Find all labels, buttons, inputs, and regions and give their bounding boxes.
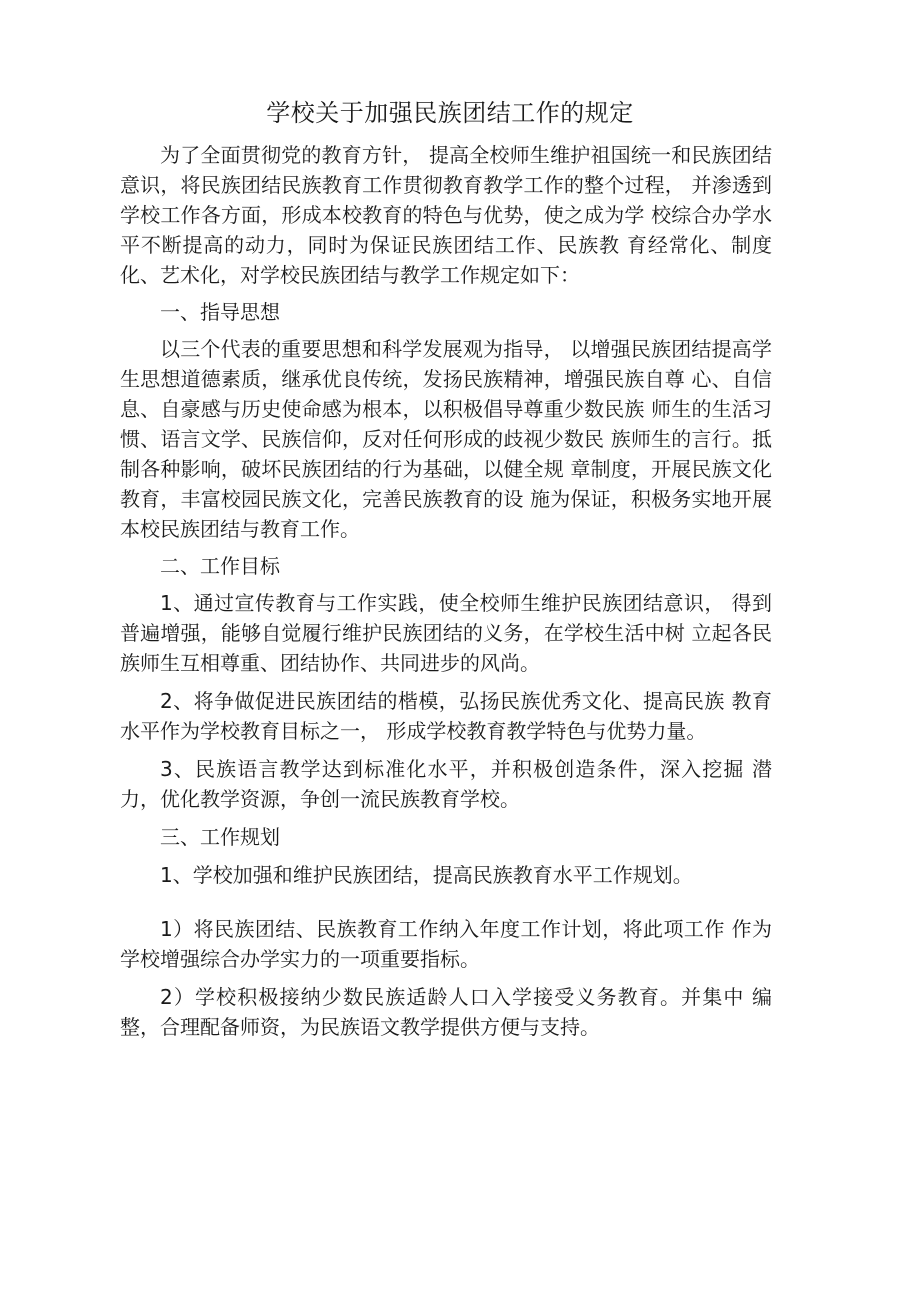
section-heading-work-goals: 二、工作目标 bbox=[160, 554, 280, 578]
section-heading-guiding-thought: 一、指导思想 bbox=[160, 300, 280, 324]
goal-item: 2、将争做促进民族团结的楷模，弘扬民族优秀文化、提高民族 教育水平作为学校教育目标之一， 形成学校教育教学特色与优势力量。 bbox=[120, 689, 772, 743]
section-heading-work-plan: 三、工作规划 bbox=[160, 825, 280, 849]
work-plan-subheading: 1、学校加强和维护民族团结，提高民族教育水平工作规划。 bbox=[160, 863, 693, 887]
document-body bbox=[120, 140, 772, 1042]
plan-item: 1）将民族团结、民族教育工作纳入年度工作计划，将此项工作 作为学校增强综合办学实力的一项重要指标。 bbox=[120, 917, 772, 971]
document-title: 学校关于加强民族团结工作的规定 bbox=[266, 99, 634, 127]
plan-item: 2）学校积极接纳少数民族适龄人口入学接受义务教育。并集中 编整，合理配备师资，为民族语文教学提供方便与支持。 bbox=[120, 985, 772, 1039]
intro-paragraph: 为了全面贯彻党的教育方针， 提高全校师生维护祖国统一和民族团结意识，将民族团结民族教育工作贯彻教育教学工作的整个过程， 并渗透到学校工作各方面，形成本校教育的特色与优势，使之成为学 校综合办学水平不断提高的动力，同时为保证民族团结工作、民族教 育经常化、制度化、艺术化，对学校民族团结与教学工作规定如下： bbox=[120, 143, 772, 287]
section-paragraph-guiding-thought: 以三个代表的重要思想和科学发展观为指导， 以增强民族团结提高学生思想道德素质，继承优良传统，发扬民族精神，增强民族自尊 心、自信息、自豪感与历史使命感为根本，以积极倡导尊重少数民族 师生的生活习惯、语言文学、民族信仰，反对任何形成的歧视少数民 族师生的言行。抵制各种影响，破坏民族团结的行为基础，以健全规 章制度，开展民族文化教育，丰富校园民族文化，完善民族教育的设 施为保证，积极务实地开展本校民族团结与教育工作。 bbox=[120, 337, 772, 541]
goal-item: 3、民族语言教学达到标准化水平，并积极创造条件，深入挖掘 潜力，优化教学资源，争创一流民族教育学校。 bbox=[120, 757, 772, 811]
goal-item: 1、通过宣传教育与工作实践，使全校师生维护民族团结意识， 得到普遍增强，能够自觉履行维护民族团结的义务，在学校生活中树 立起各民族师生互相尊重、团结协作、共同进步的风尚。 bbox=[120, 591, 772, 675]
